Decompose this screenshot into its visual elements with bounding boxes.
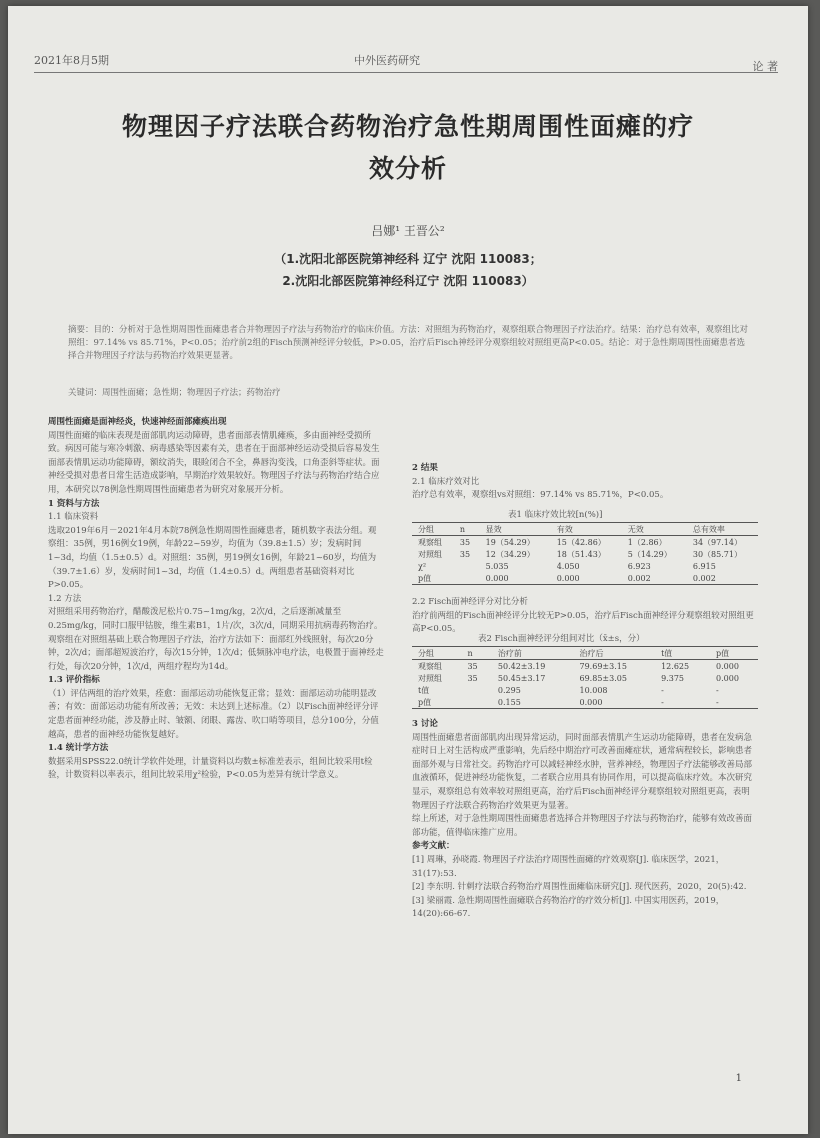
paragraph: 选取2019年6月－2021年4月本院78例急性期周围性面瘫患者，随机数字表法分组。观察组：35例，男16例女19例，年龄22~59岁，均值为（39.8±1.5）岁；发病时间1~3d，均值（1.5±0.5）d。对照组：35例，男19例女16例，年龄21~60岁，均值为（39.7±1.6）岁，发病时间1~3d，均值（1.4±0.5）d。两组患者基础资料对比P>0.05。 bbox=[48, 525, 377, 591]
table-cell: 12.625 bbox=[661, 661, 690, 671]
header-rule bbox=[34, 72, 778, 73]
table-cell: 1（2.86） bbox=[627, 537, 667, 547]
paragraph: 对照组采用药物治疗，醋酸泼尼松片0.75~1mg/kg，2次/d，之后逐渐减量至0.25mg/kg，同时口服甲钴胺，维生素B1，1片/次，3次/d，同期采用抗病毒药物治疗。观察组在对照组基础上联合物理因子疗法，治疗方法如下：面部红外线照射，每次20分钟，2次/d；面部超短波治疗，每次15分钟，1次/d；低频脉冲电疗法，电极置于面神经走行处，每次20分钟，1次/d，两组疗程均为14d。 bbox=[48, 607, 384, 672]
paragraph: 数据采用SPSS22.0统计学软件处理，计量资料以均数±标准差表示，组间比较采用t检验，计数资料以率表示，组间比较采用χ²检验，P<0.05为差异有统计学意义。 bbox=[48, 756, 373, 781]
table-cell: 0.002 bbox=[622, 572, 687, 585]
paragraph: 周围性面瘫的临床表现是面部肌肉运动障碍，患者面部表情肌瘫痪，多由面神经受损所致。病因可能与寒冷刺激、病毒感染等因素有关，患者在于面部神经运动受损后容易发生面部表情肌运动功能障碍，额纹消失，眼睑闭合不全，鼻唇沟变浅，口角歪斜等症状。面神经受损对患者日常生活造成影响，早期治疗效果较好。物理因子疗法与药物治疗结合应用，本研究以78例急性期周围性面瘫患者为研究对象展开分析。 bbox=[48, 430, 380, 495]
table-cell: 0.000 bbox=[480, 572, 551, 585]
section-heading: 1.3 评价指标 bbox=[48, 675, 100, 686]
table-cell: p值 bbox=[412, 572, 454, 585]
paragraph: 治疗前两组的Fisch面神经评分比较无P>0.05，治疗后Fisch面神经评分观察组较对照组更高P<0.05。 bbox=[412, 610, 754, 635]
table-cell: 35 bbox=[467, 661, 478, 671]
table-header-cell: 无效 bbox=[622, 523, 687, 536]
paragraph: 周围性面瘫患者面部肌肉出现异常运动，同时面部表情肌产生运动功能障碍，患者在发病急症时日上对生活构成严重影响，先后经中期治疗可改善面瘫症状，通常病程较长，影响患者面部外观与日常社交。药物治疗可以减轻神经水肿，营养神经，物理因子疗法能够改善局部血液循环，促进神经功能恢复，二者联合应用具有协同作用，可以提高临床疗效。本次研究显示，观察组总有效率较对照组更高，治疗后Fisch面神经评分观察组较对照组更高，表明物理因子疗法联合药物治疗效果更为显著。 bbox=[412, 732, 753, 811]
table-cell: 6.923 bbox=[627, 561, 651, 571]
table-cell: 观察组 bbox=[418, 661, 442, 671]
paragraph: [3] 梁丽霞. 急性期周围性面瘫联合药物治疗的疗效分析[J]. 中国实用医药，2019，14(20):66-67. bbox=[412, 895, 725, 920]
table-cell: 9.375 bbox=[661, 673, 684, 683]
table-cell bbox=[454, 560, 480, 572]
table-cell: 34（97.14） bbox=[692, 537, 742, 547]
table-cell: 35 bbox=[459, 549, 471, 559]
table-cell: - bbox=[655, 696, 710, 709]
table-cell: 12（34.29） bbox=[485, 549, 535, 559]
abstract: 摘要：目的：分析对于急性期周围性面瘫患者合并物理因子疗法与药物治疗的临床价值。方法：对照组为药物治疗，观察组联合物理因子疗法治疗。结果：治疗总有效率，观察组比对照组：97.14% vs 85.71%，P<0.05；治疗前2组的Fisch预测神经评分较低，P>0.05，治疗后Fisch神经评分观察组较对照组更高P<0.05。结论：对于急性期周围性面瘫患者选择合并物理因子疗法与药物治疗效果更显著。 bbox=[68, 325, 749, 361]
issue-date: 2021年8月5期 bbox=[34, 54, 109, 67]
table-header-cell: 总有效率 bbox=[687, 523, 758, 536]
table-cell: 18（51.43） bbox=[556, 549, 606, 559]
section-heading: 1 资料与方法 bbox=[48, 498, 100, 509]
table-cell: 0.002 bbox=[687, 572, 758, 585]
table-header-cell: t值 bbox=[655, 647, 710, 660]
running-header bbox=[34, 52, 778, 73]
table-header-cell: n bbox=[461, 647, 491, 660]
table-cell: t值 bbox=[418, 685, 430, 695]
keywords: 关键词：周围性面瘫；急性期；物理因子疗法；药物治疗 bbox=[68, 388, 281, 398]
paragraph: 2.2 Fisch面神经评分对比分析 bbox=[412, 597, 528, 607]
table-cell: 69.85±3.05 bbox=[579, 673, 627, 683]
table-cell: 0.155 bbox=[492, 696, 574, 709]
section-heading: 3 讨论 bbox=[412, 719, 438, 729]
table1-caption: 表1 临床疗效比较[n(%)] bbox=[508, 510, 603, 520]
table-cell: 0.000 bbox=[551, 572, 622, 585]
page-number: 1 bbox=[735, 1073, 742, 1084]
paragraph: 1.1 临床资料 bbox=[48, 512, 99, 523]
table-cell: 10.008 bbox=[579, 685, 608, 695]
table-cell: 0.295 bbox=[497, 685, 521, 695]
table-header-cell: 治疗后 bbox=[574, 647, 656, 660]
section-heading: 参考文献： bbox=[412, 841, 455, 852]
paragraph: （1）评估两组的治疗效果，痊愈：面部运动功能恢复正常；显效：面部运动功能明显改善；有效：面部运动功能有所改善；无效：未达到上述标准。（2）以Fisch面神经评分评定患者面神经功能，涉及静止时、皱额、闭眼、露齿、吹口哨等项目，总分100分，分值越高，患者的面神经功能恢复越好。 bbox=[48, 688, 379, 740]
table-cell bbox=[454, 572, 480, 585]
table-row bbox=[412, 672, 758, 684]
table-cell: 对照组 bbox=[418, 549, 442, 559]
fisch-results bbox=[412, 596, 758, 637]
table-cell bbox=[461, 696, 491, 709]
table-cell: 50.42±3.19 bbox=[497, 661, 546, 671]
author-list: 吕娜¹ 王晋公² bbox=[371, 224, 445, 238]
table1 bbox=[412, 522, 758, 585]
left-column bbox=[48, 416, 384, 783]
table-row bbox=[412, 696, 758, 709]
paragraph: 综上所述，对于急性期周围性面瘫患者选择合并物理因子疗法与药物治疗，能够有效改善面部功能，值得临床推广应用。 bbox=[412, 814, 753, 838]
table-cell: 15（42.86） bbox=[556, 537, 606, 547]
section-heading: 2 结果 bbox=[412, 463, 438, 473]
table-header-cell: p值 bbox=[710, 647, 758, 660]
title-line-2: 效分析 bbox=[368, 154, 447, 183]
table-header-cell: 显效 bbox=[480, 523, 551, 536]
table-cell: 0.000 bbox=[716, 673, 739, 683]
table-cell: 35 bbox=[459, 537, 471, 547]
table-row bbox=[412, 548, 758, 560]
journal-name: 中外医药研究 bbox=[354, 54, 420, 67]
table-header-cell: n bbox=[454, 523, 480, 536]
table-cell: 4.050 bbox=[556, 561, 580, 571]
table-cell: 35 bbox=[467, 673, 478, 683]
table-cell bbox=[461, 684, 491, 696]
table-cell: 30（85.71） bbox=[692, 549, 742, 559]
results-intro bbox=[412, 462, 758, 503]
table-cell: - bbox=[661, 685, 664, 695]
section-heading: 周围性面瘫是面神经炎，快速神经面部瘫痪出现 bbox=[48, 417, 227, 427]
affiliation-2: 2.沈阳北部医院第神经科辽宁 沈阳 110083） bbox=[282, 274, 534, 288]
table-row bbox=[412, 660, 758, 673]
table-row bbox=[412, 684, 758, 696]
table-header-cell: 分组 bbox=[412, 523, 454, 536]
table-cell: p值 bbox=[412, 696, 461, 709]
table-header-cell: 治疗前 bbox=[492, 647, 574, 660]
journal-page bbox=[8, 6, 808, 1134]
table-header-cell: 有效 bbox=[551, 523, 622, 536]
title-line-1: 物理因子疗法联合药物治疗急性期周围性面瘫的疗 bbox=[121, 112, 694, 141]
article-title bbox=[48, 106, 768, 190]
table-row bbox=[412, 536, 758, 549]
section-heading: 1.4 统计学方法 bbox=[48, 743, 109, 754]
table-row bbox=[412, 572, 758, 585]
table2-caption: 表2 Fisch面神经评分组间对比（x̄±s，分） bbox=[478, 634, 645, 644]
table-cell: χ² bbox=[418, 561, 427, 571]
affiliation-1: （1.沈阳北部医院第神经科 辽宁 沈阳 110083； bbox=[274, 252, 542, 266]
paragraph: [1] 周琳，孙晓霞. 物理因子疗法治疗周围性面瘫的疗效观察[J]. 临床医学，2021，31(17):53. bbox=[412, 854, 725, 879]
table-cell: 5（14.29） bbox=[627, 549, 672, 559]
table-cell: 0.000 bbox=[574, 696, 656, 709]
table-cell: 6.915 bbox=[692, 561, 716, 571]
table-cell: - bbox=[710, 696, 758, 709]
table-cell: 79.69±3.15 bbox=[579, 661, 627, 671]
section-label: 论 著 bbox=[752, 60, 778, 73]
table-cell: 观察组 bbox=[418, 537, 442, 547]
table-cell: 19（54.29） bbox=[485, 537, 535, 547]
table-cell: 5.035 bbox=[485, 561, 509, 571]
table-row bbox=[412, 560, 758, 572]
paragraph: 2.1 临床疗效对比 bbox=[412, 476, 480, 487]
table-cell: 50.45±3.17 bbox=[497, 673, 546, 683]
paragraph: 1.2 方法 bbox=[48, 593, 82, 604]
table-cell: 0.000 bbox=[716, 661, 739, 671]
paragraph: [2] 李东明. 针刺疗法联合药物治疗周围性面瘫临床研究[J]. 现代医药，2020，20(5):42. bbox=[412, 882, 747, 893]
paragraph: 治疗总有效率，观察组vs对照组：97.14% vs 85.71%，P<0.05。 bbox=[412, 490, 669, 501]
table-cell: - bbox=[716, 685, 719, 695]
table-cell: 对照组 bbox=[418, 673, 442, 683]
table2 bbox=[412, 646, 758, 709]
discussion-and-references bbox=[412, 718, 758, 922]
table-header-cell: 分组 bbox=[412, 647, 461, 660]
